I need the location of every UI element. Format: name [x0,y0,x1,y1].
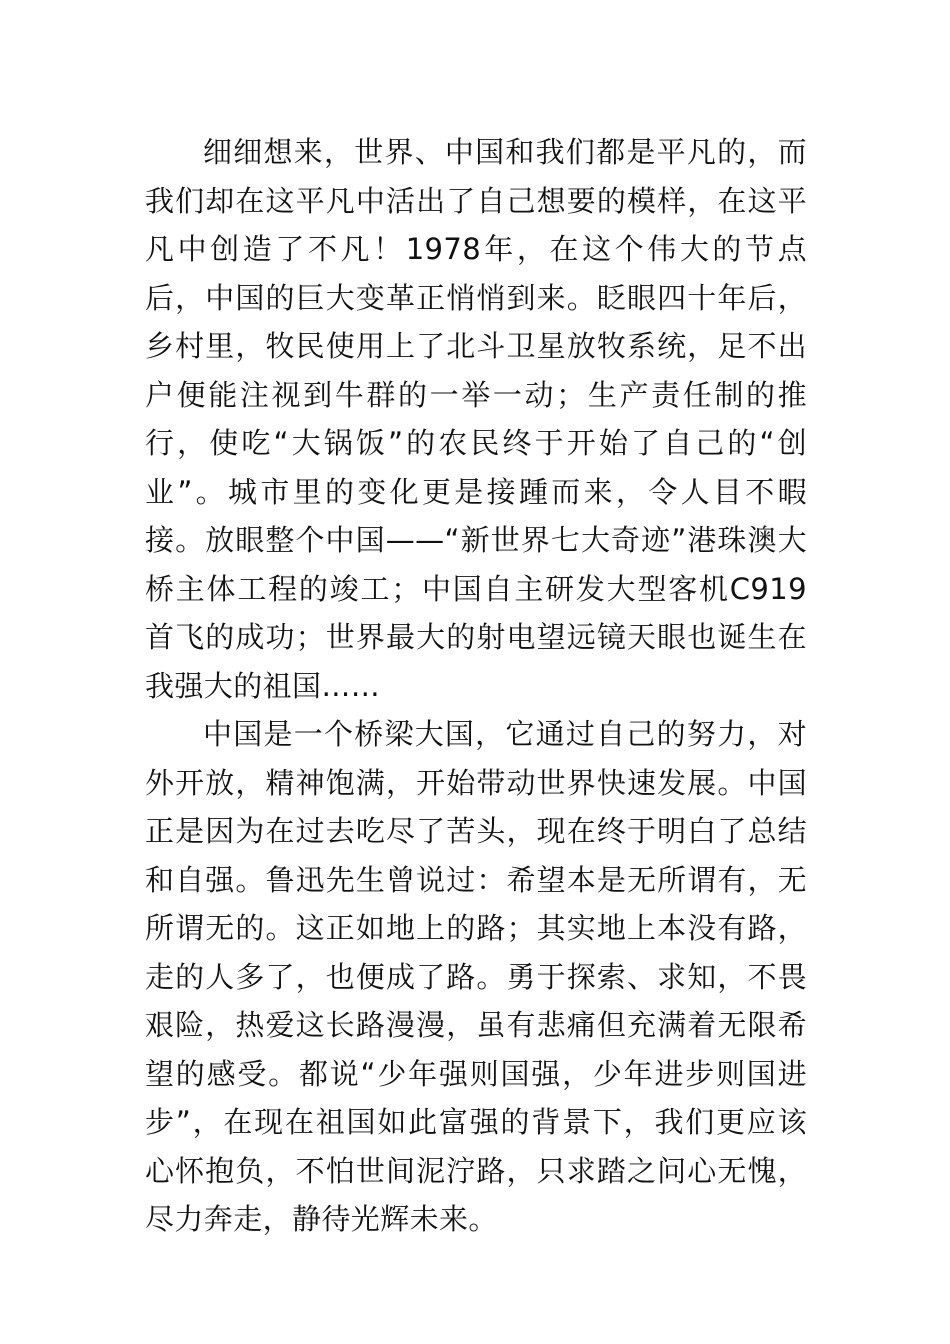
paragraph-2: 中国是一个桥梁大国，它通过自己的努力，对外开放，精神饱满，开始带动世界快速发展。中国正是因为在过去吃尽了苦头，现在终于明白了总结和自强。鲁迅先生曾说过：希望本是无所谓有，无所谓无的。这正如地上的路；其实地上本没有路，走的人多了，也便成了路。勇于探索、求知，不畏艰险，热爱这长路漫漫，虽有悲痛但充满着无限希望的感受。都说“少年强则国强，少年进步则国进步”，在现在祖国如此富强的背景下，我们更应该心怀抱负，不怕世间泥泞路，只求踏之问心无愧，尽力奔走，静待光辉未来。 [145,717,807,1236]
document-body [145,128,807,1244]
paragraph-1: 细细想来，世界、中国和我们都是平凡的，而我们却在这平凡中活出了自己想要的模样，在这平凡中创造了不凡！1978年，在这个伟大的节点后，中国的巨大变革正悄悄到来。眨眼四十年后，乡村里，牧民使用上了北斗卫星放牧系统，足不出户便能注视到牛群的一举一动；生产责任制的推行，使吃“大锅饭”的农民终于开始了自己的“创业”。城市里的变化更是接踵而来，令人目不暇接。放眼整个中国——“新世界七大奇迹”港珠澳大桥主体工程的竣工；中国自主研发大型客机C919首飞的成功；世界最大的射电望远镜天眼也诞生在我强大的祖国…… [145,135,807,703]
